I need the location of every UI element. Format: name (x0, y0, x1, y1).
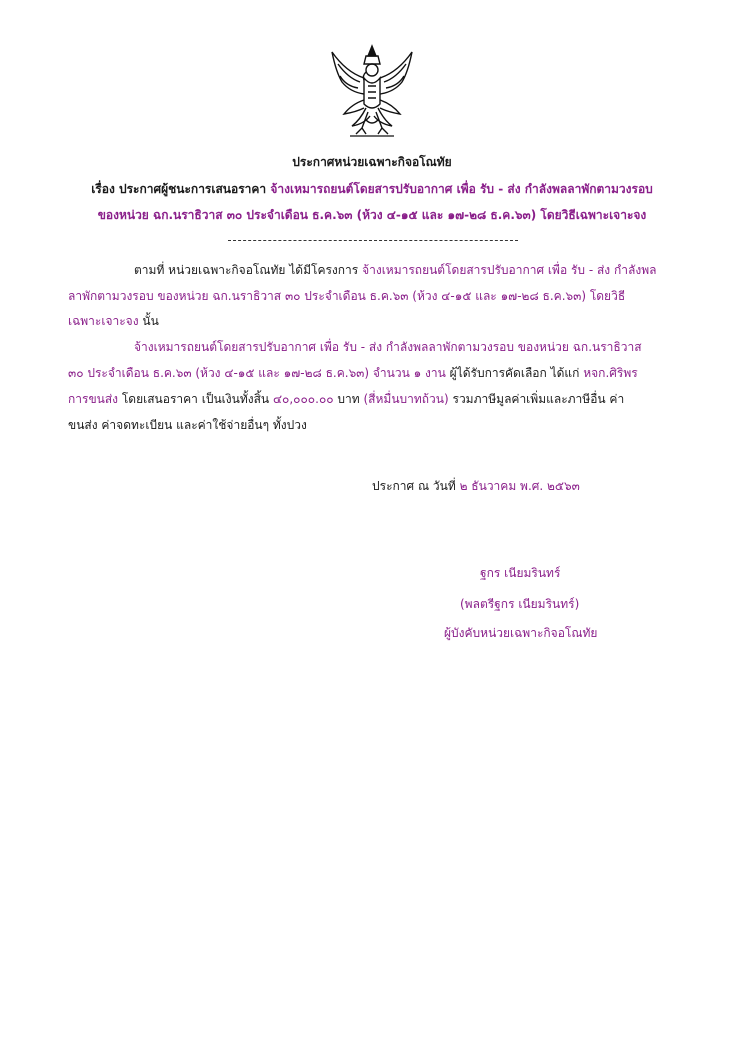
p2-amount: ๔๐,๐๐๐.๐๐ (272, 392, 334, 406)
paragraph-1-line-2: ลาพักตามวงรอบ ของหน่วย ฉก.นราธิวาส ๓๐ ประจำเดือน ธ.ค.๖๓ (ห้วง ๔-๑๕ และ ๑๗-๒๘ ธ.ค.๖๓) โดยวิธี (68, 289, 626, 303)
subject-label: เรื่อง ประกาศผู้ชนะการเสนอราคา (91, 182, 267, 196)
signature-name: ฐกร เนียมรินทร์ (480, 566, 561, 580)
announcement-date: ๒ ธันวาคม พ.ศ. ๒๕๖๓ (459, 479, 580, 493)
paragraph-1-line-1 (134, 262, 656, 278)
signature-rank-name: (พลตรีฐกร เนียมรินทร์) (460, 597, 580, 611)
separator-dashes (228, 240, 518, 241)
announcement-date-line (372, 478, 580, 494)
p1-end: นั้น (138, 314, 159, 328)
subject-line-1 (0, 181, 744, 197)
paragraph-2-line-1: จ้างเหมารถยนต์โดยสารปรับอากาศ เพื่อ รับ - ส่ง กำลังพลลาพักตามวงรอบ ของหน่วย ฉก.นราธิวาส (134, 340, 642, 354)
announcement-label: ประกาศ ณ วันที่ (372, 479, 460, 493)
p2-tax-note: รวมภาษีมูลค่าเพิ่มและภาษีอื่น ค่า (448, 392, 625, 406)
paragraph-2-line-2 (68, 365, 638, 381)
p2-vendor: หจก.ศิริพร (583, 366, 638, 380)
garuda-emblem-icon (322, 42, 422, 142)
p2-amount-words: (สี่หมื่นบาทถ้วน) (363, 392, 449, 406)
p1-intro: ตามที่ หน่วยเฉพาะกิจอโณทัย ได้มีโครงการ (134, 263, 359, 277)
subject-line-2: ของหน่วย ฉก.นราธิวาส ๓๐ ประจำเดือน ธ.ค.๖๓ (ห้วง ๔-๑๕ และ ๑๗-๒๘ ธ.ค.๖๓) โดยวิธีเฉพาะเจาะจง (97, 208, 647, 222)
page-title: ประกาศหน่วยเฉพาะกิจอโณทัย (292, 155, 452, 169)
p2-selected-label: ผู้ได้รับการคัดเลือก ได้แก่ (445, 366, 584, 380)
p1-method: เฉพาะเจาะจง (68, 314, 139, 328)
paragraph-2-line-3 (68, 391, 624, 407)
p2-price-label: โดยเสนอราคา เป็นเงินทั้งสิ้น (118, 392, 273, 406)
p1-project: จ้างเหมารถยนต์โดยสารปรับอากาศ เพื่อ รับ - ส่ง กำลังพล (362, 263, 657, 277)
subject-purple: จ้างเหมารถยนต์โดยสารปรับอากาศ เพื่อ รับ - ส่ง กำลังพลลาพักตามวงรอบ (270, 182, 653, 196)
signature-position: ผู้บังคับหน่วยเฉพาะกิจอโณทัย (444, 626, 598, 640)
paragraph-2-line-4: ขนส่ง ค่าจดทะเบียน และค่าใช้จ่ายอื่นๆ ทั้งปวง (68, 418, 307, 432)
p2-vendor-cont: การขนส่ง (68, 392, 119, 406)
p2-baht: บาท (333, 392, 364, 406)
p2-project-cont: ๓๐ ประจำเดือน ธ.ค.๖๓ (ห้วง ๔-๑๕ และ ๑๗-๒๘ ธ.ค.๖๓) จำนวน ๑ งาน (68, 366, 446, 380)
paragraph-1-line-3 (68, 313, 159, 329)
